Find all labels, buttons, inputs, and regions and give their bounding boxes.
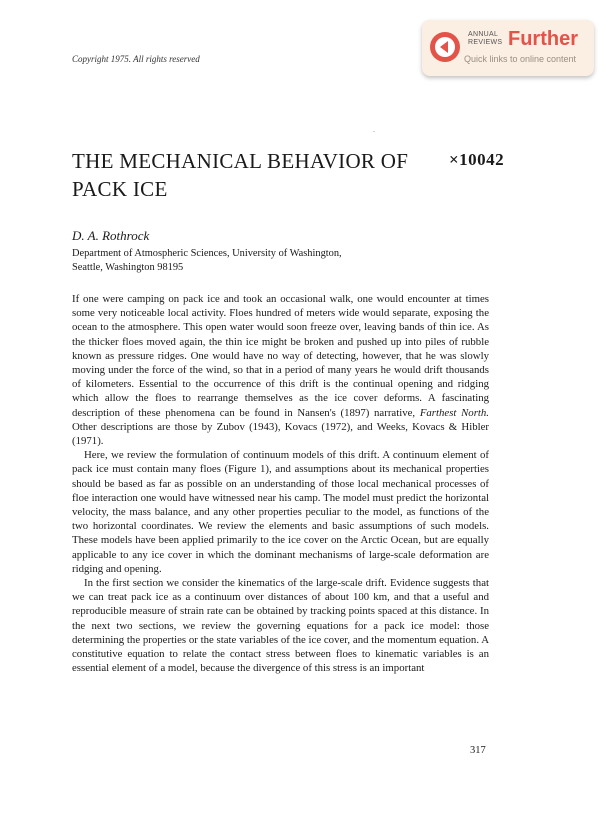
body-paragraph (72, 292, 489, 448)
banner-further-label[interactable]: Further (508, 28, 578, 50)
paragraph-text: If one were camping on pack ice and took an occasional walk, one would encounter at times some very noticeable local activity. Floes hundred of meters wide would separate, exposing the ocean to the atmosphere. This open water would soon freeze over, leaving bands of thin ice. As the thicker floes moved again, the thin ice might be broken and pushed up into piles of rubble known as pressure ridges. One would have no way of detecting, however, that he was slowly moving under the force of the wind, so that in a period of many years he would drift thousands of kilometers. Essential to the occurrence of this drift is the continual opening and ridging which allow the floes to rearrange themselves as the ice cover deforms. A fascinating description of these phenomena can be found in Nansen's (1897) narrative, (72, 293, 489, 419)
banner-annual-reviews (468, 31, 508, 47)
further-banner[interactable] (422, 20, 594, 76)
body-paragraph: Here, we review the formulation of continuum models of this drift. A continuum element of pack ice must contain many floes (Figure 1), and assumptions about its mechanical properties should be based as far as possible on an understanding of those local mechanical processes of floe interaction one would have witnessed near his camp. The model must predict the horizontal velocity, the mass balance, and any other properties peculiar to the model, as functions of the two horizontal coordinates. We review the elements and basic assumptions of such models. These models have been applied primarily to the ice cover on the Arctic Ocean, but are equally applicable to any ice cover in which the dominant mechanisms of large-scale deformation are ridging and opening. (72, 449, 489, 575)
article-title: THE MECHANICAL BEHAVIOR OF PACK ICE (72, 149, 409, 201)
book-title: Farthest North. (419, 406, 490, 419)
banner-subtitle[interactable]: Quick links to online content (464, 54, 577, 64)
paragraph-text: Other descriptions are those by Zubov (1943), Kovacs (1972), and Weeks, Kovacs & Hibler (1971). (72, 420, 489, 448)
banner-reviews-label: REVIEWS (468, 39, 503, 46)
article-body (72, 292, 489, 675)
body-paragraph: In the first section we consider the kinematics of the large-scale drift. Evidence suggests that we can treat pack ice as a continuum over distances of about 100 km, and that a useful and reproducible measure of strain rate can be obtained by tracking points spaced at this distance. In the next two sections, we review the governing equations for a pack ice model: those determining the properties or the state variables of the ice cover, and the momentum equation. A constitutive equation to relate the contact stress between floes to kinematic variables is an essential element of a model, because the divergence of this stress is an important (72, 577, 489, 675)
affiliation-line: Seattle, Washington 98195 (72, 262, 184, 273)
stray-mark: . (373, 125, 375, 134)
article-code: ×10042 (449, 150, 505, 169)
page-number: 317 (470, 745, 486, 756)
play-arrow-icon[interactable] (430, 32, 460, 62)
copyright-notice: Copyright 1975. All rights reserved (72, 54, 200, 64)
author-name: D. A. Rothrock (72, 228, 150, 243)
affiliation-line: Department of Atmospheric Sciences, University of Washington, (72, 248, 342, 259)
author-affiliation (72, 247, 432, 275)
banner-annual-label: ANNUAL (468, 31, 499, 38)
